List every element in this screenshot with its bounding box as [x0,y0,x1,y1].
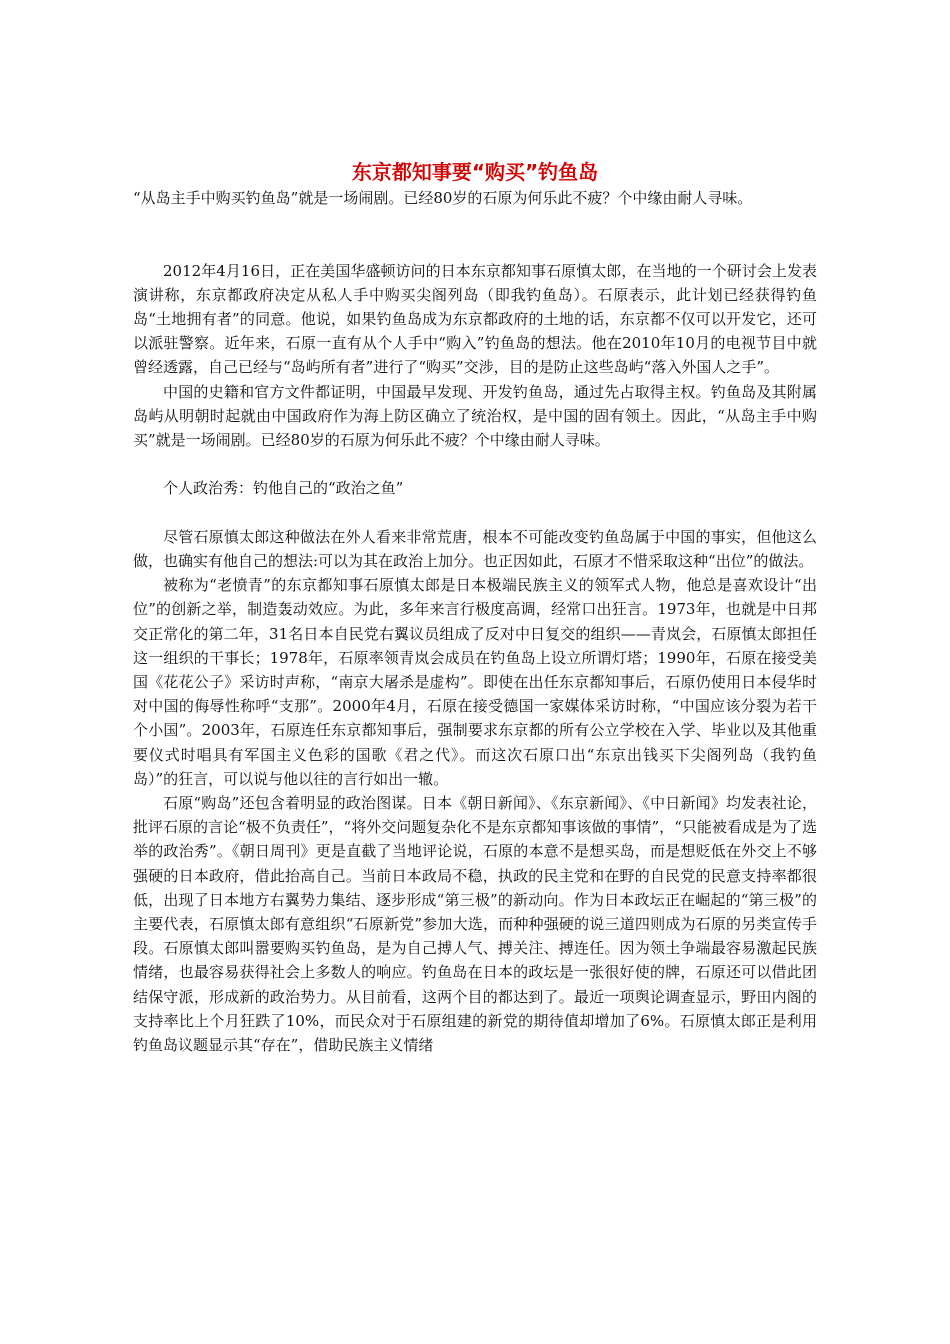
paragraph: 被称为“老愤青”的东京都知事石原慎太郎是日本极端民族主义的领军式人物，他总是喜欢设计“出位”的创新之举，制造轰动效应。为此，多年来言行极度高调，经常口出狂言。1973年，也就是中日邦交正常化的第二年，31名日本自民党右翼议员组成了反对中日复交的组织——青岚会，石原慎太郎担任这一组织的干事长；1978年，石原率领青岚会成员在钓鱼岛上设立所谓灯塔；1990年，石原在接受美国《花花公子》采访时声称，“南京大屠杀是虚构”。即使在出任东京都知事后，石原仍使用日本侵华时对中国的侮辱性称呼“支那”。2000年4月，石原在接受德国一家媒体采访时称，“中国应该分裂为若干个小国”。2003年，石原连任东京都知事后，强制要求东京都的所有公立学校在入学、毕业以及其他重要仪式时唱具有军国主义色彩的国歌《君之代》。而这次石原口出“东京出钱买下尖阁列岛（我钓鱼岛）”的狂言，可以说与他以往的言行如出一辙。 [133,576,817,788]
paragraph: 2012年4月16日，正在美国华盛顿访问的日本东京都知事石原慎太郎，在当地的一个研讨会上发表演讲称，东京都政府决定从私人手中购买尖阁列岛（即我钓鱼岛）。石原表示，此计划已经获得钓鱼岛“土地拥有者”的同意。他说，如果钓鱼岛成为东京都政府的土地的话，东京都不仅可以开发它，还可以派驻警察。近年来，石原一直有从个人手中“购入”钓鱼岛的想法。他在2010年10月的电视节目中就曾经透露，自己已经与“岛屿所有者”进行了“购买”交涉，目的是防止这些岛屿“落入外国人之手”。 [133,261,817,377]
spacer [133,501,817,525]
paragraph: 尽管石原慎太郎这种做法在外人看来非常荒唐，根本不可能改变钓鱼岛属于中国的事实，但他这么做，也确实有他自己的想法:可以为其在政治上加分。也正因如此，石原才不惜采取这种“出位”的做法。 [133,527,817,570]
spacer [133,234,817,258]
document-title: 东京都知事要“购买”钓鱼岛 [351,160,599,184]
spacer [133,210,817,234]
document-body [133,186,817,1057]
section-heading: 个人政治秀：钓他自己的“政治之鱼” [163,479,404,498]
paragraph: 石原“购岛”还包含着明显的政治图谋。日本《朝日新闻》、《东京新闻》、《中日新闻》均发表社论，批评石原的言论“极不负责任”，“将外交问题复杂化不是东京都知事该做的事情”，“只能被看成是为了选举的政治秀”。《朝日周刊》更是直截了当地评论说，石原的本意不是想买岛，而是想贬低在外交上不够强硬的日本政府，借此抬高自己。当前日本政局不稳，执政的民主党和在野的自民党的民意支持率都很低，出现了日本地方右翼势力集结、逐步形成“第三极”的新动向。作为日本政坛正在崛起的“第三极”的主要代表，石原慎太郎有意组织“石原新党”参加大选，而种种强硬的说三道四则成为石原的另类宣传手段。石原慎太郎叫嚣要购买钓鱼岛，是为自己搏人气、搏关注、搏连任。因为领土争端最容易激起民族情绪，也最容易获得社会上多数人的响应。钓鱼岛在日本的政坛是一张很好使的牌，石原还可以借此团结保守派，形成新的政治势力。从目前看，这两个目的都达到了。最近一项舆论调查显示，野田内阁的支持率比上个月狂跌了10%，而民众对于石原组建的新党的期待值却增加了6%。石原慎太郎正是利用钓鱼岛议题显示其“存在”，借助民族主义情绪 [133,794,817,1055]
spacer [133,452,817,476]
lead-paragraph: “从岛主手中购买钓鱼岛”就是一场闹剧。已经80岁的石原为何乐此不疲？个中缘由耐人寻味。 [133,189,753,207]
paragraph: 中国的史籍和官方文件都证明，中国最早发现、开发钓鱼岛，通过先占取得主权。钓鱼岛及其附属岛屿从明朝时起就由中国政府作为海上防区确立了统治权，是中国的固有领土。因此，“从岛主手中购买”就是一场闹剧。已经80岁的石原为何乐此不疲？个中缘由耐人寻味。 [133,382,817,449]
